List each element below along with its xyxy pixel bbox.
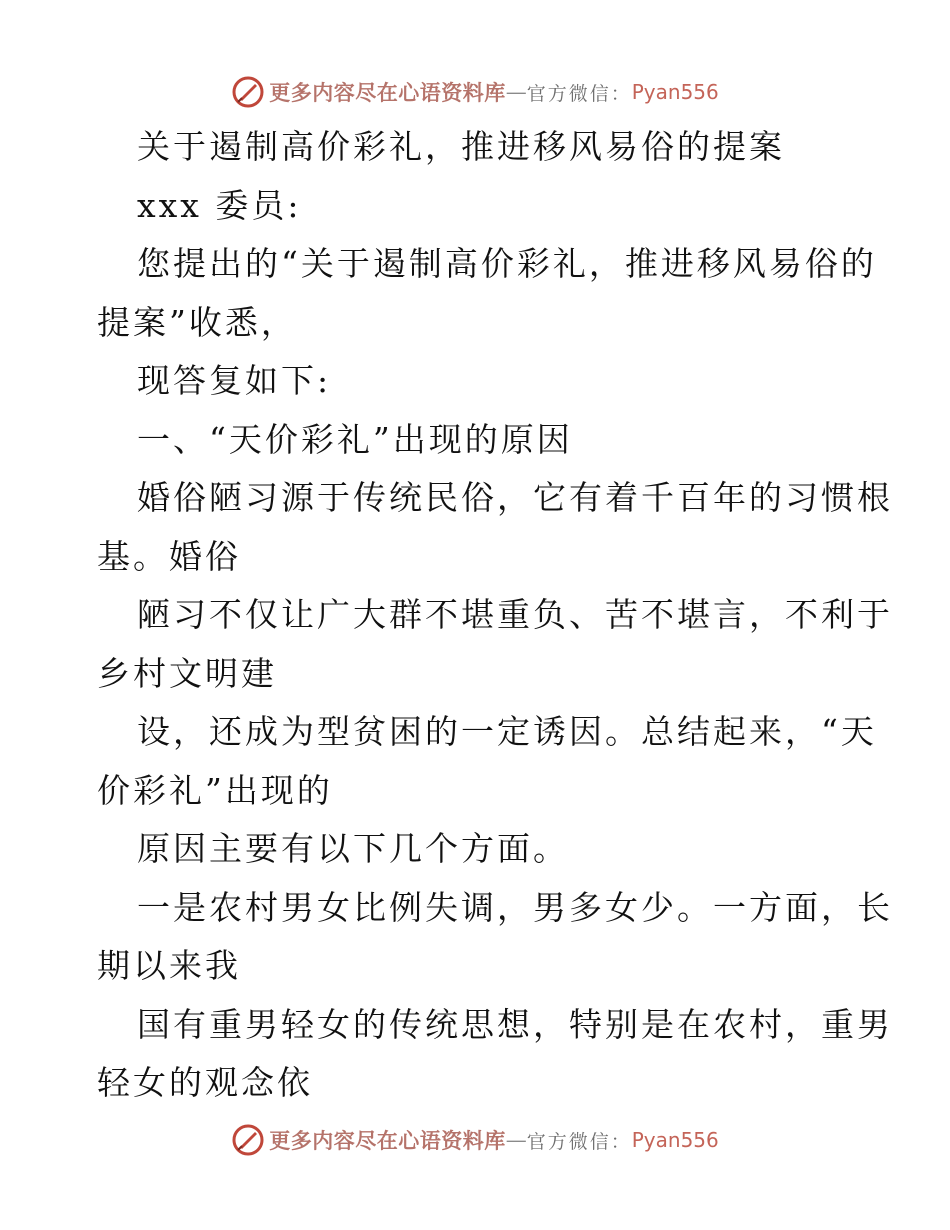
text-line: 基。婚俗 <box>97 536 241 576</box>
document-body <box>97 118 893 1113</box>
text-line: 陋习不仅让广大群不堪重负、苦不堪言，不利于 <box>137 595 893 634</box>
watermark-wechat-id: Pyan556 <box>631 1128 719 1152</box>
quill-logo-icon <box>231 75 265 109</box>
watermark-main-text: 更多内容尽在心语资料库 <box>269 80 506 105</box>
text-line: 一是农村男女比例失调，男多女少。一方面，长 <box>137 887 893 927</box>
text-line: 婚俗陋习源于传统民俗，它有着千百年的习惯根 <box>137 478 893 517</box>
text-line: 乡村文明建 <box>97 653 277 693</box>
text-line: 轻女的观念依 <box>97 1063 313 1102</box>
text-line: 价彩礼”出现的 <box>97 770 333 810</box>
text-line: 一、“天价彩礼”出现的原因 <box>137 419 573 459</box>
text-line: 提案”收悉， <box>97 302 297 342</box>
text-line: 原因主要有以下几个方面。 <box>137 829 569 868</box>
text-line: 国有重男轻女的传统思想，特别是在农村，重男 <box>137 1004 893 1044</box>
text-line: 设，还成为型贫困的一定诱因。总结起来，“天 <box>137 712 877 751</box>
text-line: xxx 委员: <box>137 185 302 225</box>
watermark-wechat-id: Pyan556 <box>631 80 719 104</box>
quill-logo-icon <box>231 1123 265 1157</box>
footer-watermark <box>0 1120 950 1160</box>
watermark-official-label: 官方微信： <box>526 82 632 105</box>
text-line: 现答复如下: <box>137 361 332 400</box>
header-watermark <box>0 72 950 112</box>
watermark-dash: — <box>505 1128 527 1152</box>
watermark-dash: — <box>505 80 527 104</box>
text-line: 期以来我 <box>97 946 241 985</box>
text-line: 关于遏制高价彩礼，推进移风易俗的提案 <box>137 127 785 166</box>
watermark-official-label: 官方微信： <box>526 1130 632 1153</box>
text-line: 您提出的“关于遏制高价彩礼，推进移风易俗的 <box>137 244 877 283</box>
watermark-main-text: 更多内容尽在心语资料库 <box>269 1128 506 1153</box>
